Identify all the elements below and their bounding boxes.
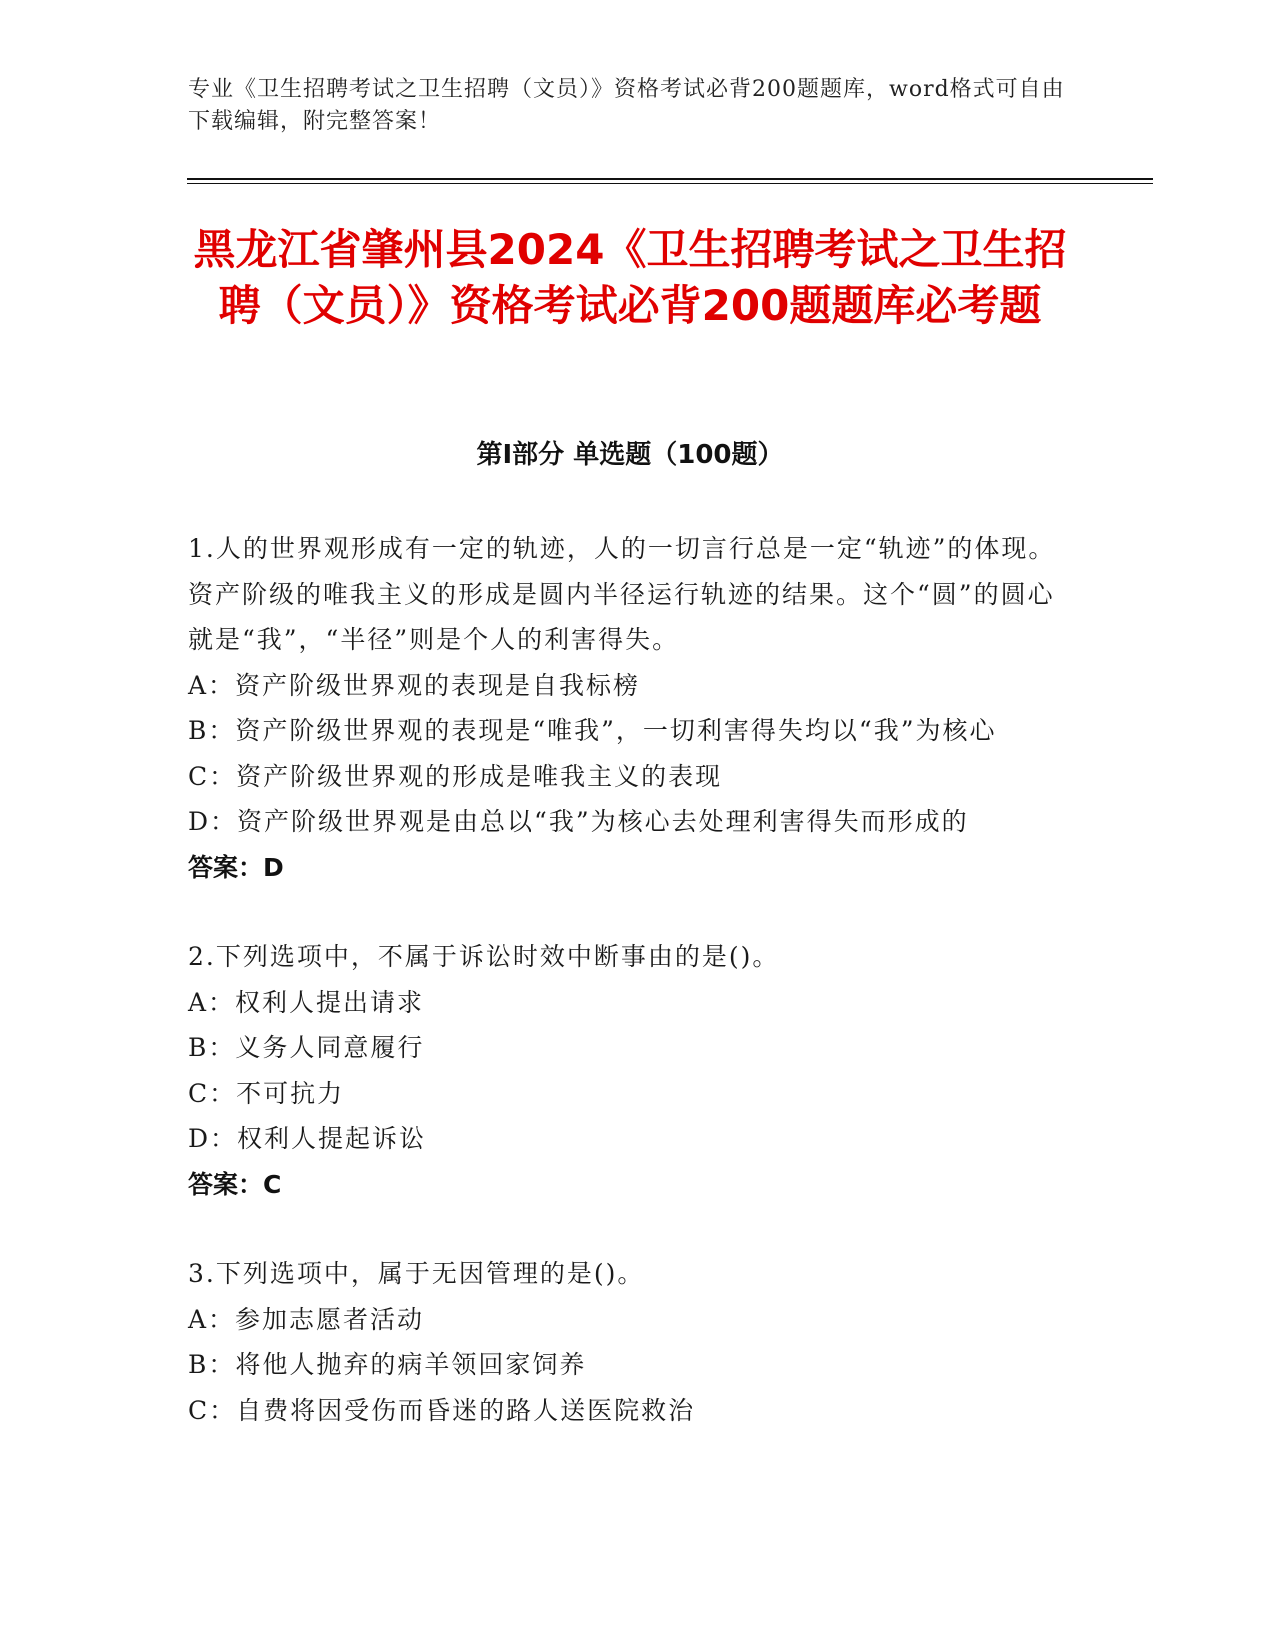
document-title: 黑龙江省肇州县2024《卫生招聘考试之卫生招聘（文员）》资格考试必背200题题库必考题 [193,225,1067,330]
option-b: B：资产阶级世界观的表现是“唯我”，一切利害得失均以“我”为核心 [188,716,997,745]
answer: 答案：D [188,852,284,882]
header-divider-thin [187,183,1153,184]
option-a: A：资产阶级世界观的表现是自我标榜 [188,670,641,700]
option-b: B：义务人同意履行 [188,1033,425,1062]
header-note: 专业《卫生招聘考试之卫生招聘（文员）》资格考试必背200题题库，word格式可自由下载编辑，附完整答案！ [188,77,1065,134]
option-a: A：参加志愿者活动 [188,1304,425,1334]
option-c: C：自费将因受伤而昏迷的路人送医院救治 [188,1395,696,1425]
question-list [188,526,1078,1477]
question-3 [188,1251,1078,1433]
question-stem: 3.下列选项中，属于无因管理的是()。 [188,1259,645,1288]
option-d: D：权利人提起诉讼 [188,1124,427,1153]
question-stem: 2.下列选项中，不属于诉讼时效中断事由的是()。 [188,942,780,971]
option-b: B：将他人抛弃的病羊领回家饲养 [188,1350,587,1379]
option-c: C：资产阶级世界观的形成是唯我主义的表现 [188,761,723,791]
question-1 [188,526,1078,890]
option-c: C：不可抗力 [188,1078,345,1108]
header-divider-thick [187,178,1153,180]
section-title: 第Ⅰ部分 单选题（100题） [476,440,784,470]
question-2 [188,934,1078,1207]
option-a: A：权利人提出请求 [188,987,425,1017]
option-d: D：资产阶级世界观是由总以“我”为核心去处理利害得失而形成的 [188,807,969,836]
answer: 答案：C [188,1169,282,1199]
question-stem: 1.人的世界观形成有一定的轨迹，人的一切言行总是一定“轨迹”的体现。资产阶级的唯我主义的形成是圆内半径运行轨迹的结果。这个“圆”的圆心就是“我”，“半径”则是个人的利害得失。 [188,534,1056,654]
